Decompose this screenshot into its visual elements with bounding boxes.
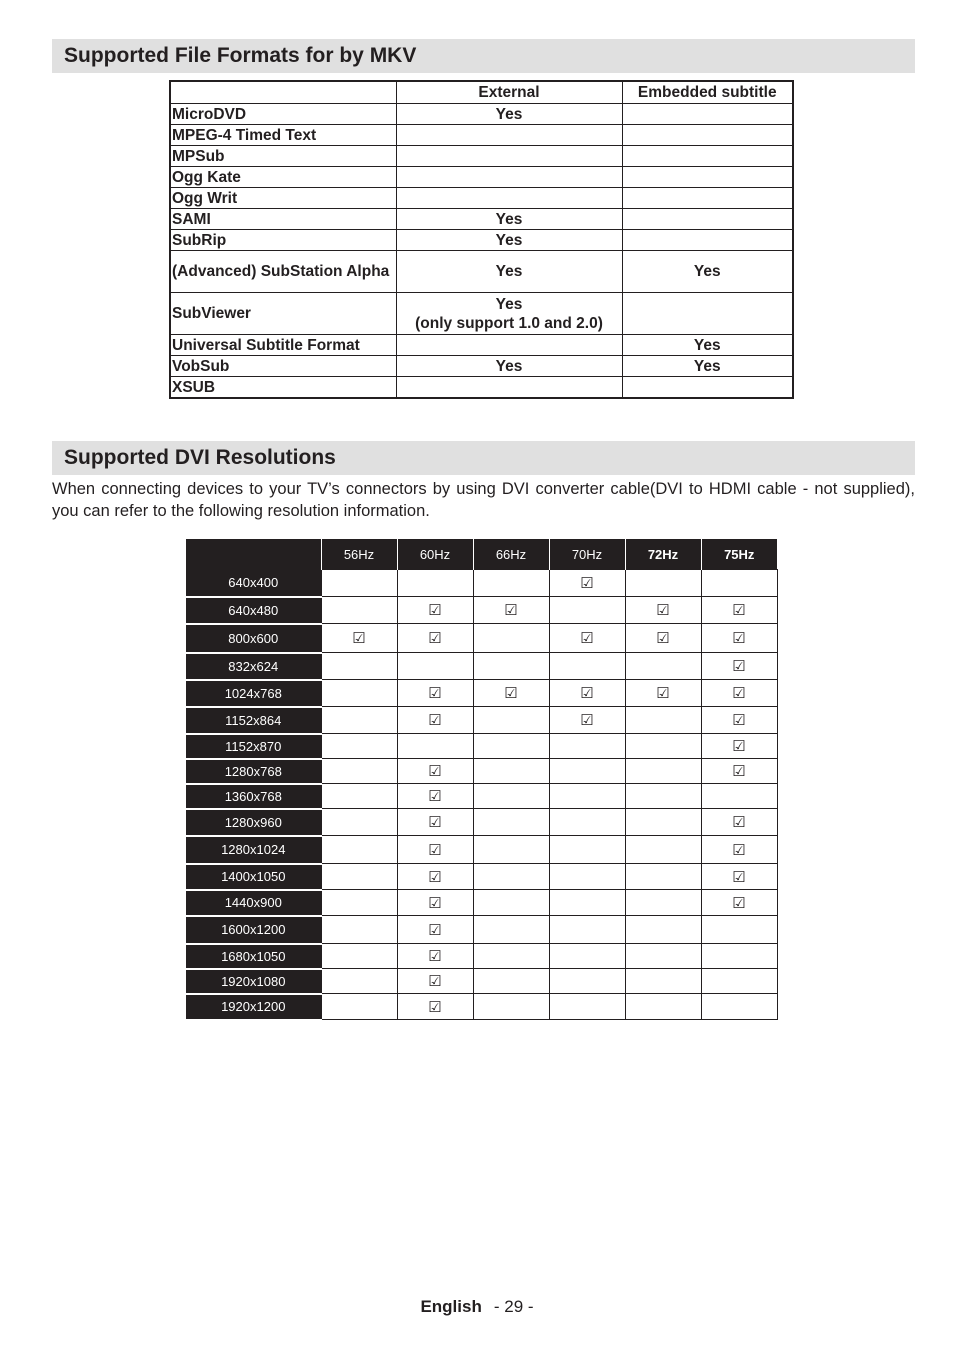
dvi-support-cell [321, 734, 397, 759]
dvi-support-cell [397, 570, 473, 597]
dvi-support-cell [397, 680, 473, 707]
dvi-support-cell [701, 864, 777, 890]
dvi-support-cell [397, 759, 473, 784]
dvi-support-cell [701, 680, 777, 707]
dvi-support-cell [397, 994, 473, 1020]
dvi-support-cell [549, 653, 625, 680]
mkv-embedded-value [622, 146, 793, 167]
dvi-support-cell [625, 916, 701, 944]
mkv-format-name: MicroDVD [170, 104, 396, 125]
dvi-support-cell [549, 784, 625, 809]
mkv-embedded-value: Yes [622, 251, 793, 293]
dvi-support-cell [625, 969, 701, 994]
dvi-support-cell [473, 864, 549, 890]
dvi-support-cell [321, 969, 397, 994]
dvi-support-cell [549, 836, 625, 864]
checkbox-checked-icon: ☑ [428, 788, 442, 805]
dvi-table-row [186, 759, 777, 784]
mkv-external-cell [396, 251, 622, 293]
dvi-support-cell [397, 916, 473, 944]
dvi-support-cell [549, 707, 625, 734]
page-footer [0, 1297, 954, 1317]
dvi-resolution-label: 1600x1200 [186, 916, 321, 944]
dvi-support-cell [625, 890, 701, 916]
section-title-mkv: Supported File Formats for by MKV [52, 39, 915, 73]
dvi-resolution-label: 832x624 [186, 653, 321, 680]
dvi-support-cell [625, 836, 701, 864]
dvi-resolution-label: 640x480 [186, 597, 321, 624]
checkbox-checked-icon: ☑ [428, 602, 442, 619]
mkv-external-value: Yes [495, 105, 523, 123]
dvi-support-cell [625, 944, 701, 969]
dvi-support-cell [625, 809, 701, 836]
mkv-table-row [170, 188, 793, 209]
mkv-external-value: Yes [495, 357, 523, 375]
dvi-support-cell [625, 734, 701, 759]
checkbox-checked-icon: ☑ [580, 685, 594, 702]
checkbox-checked-icon: ☑ [732, 738, 746, 755]
mkv-header-row [170, 81, 793, 104]
dvi-header-60hz: 60Hz [397, 539, 473, 570]
mkv-external-cell [396, 188, 622, 209]
dvi-support-cell [701, 836, 777, 864]
checkbox-checked-icon: ☑ [428, 712, 442, 729]
checkbox-checked-icon: ☑ [580, 630, 594, 647]
dvi-support-cell [549, 890, 625, 916]
dvi-support-cell [625, 570, 701, 597]
mkv-format-name: SubRip [170, 230, 396, 251]
checkbox-checked-icon: ☑ [428, 973, 442, 990]
dvi-support-cell [473, 707, 549, 734]
dvi-support-cell [321, 570, 397, 597]
mkv-header-embedded: Embedded subtitle [622, 81, 793, 104]
dvi-support-cell [701, 759, 777, 784]
dvi-support-cell [549, 916, 625, 944]
dvi-support-cell [625, 759, 701, 784]
dvi-header-56hz: 56Hz [321, 539, 397, 570]
dvi-table-row [186, 809, 777, 836]
dvi-header-72hz: 72Hz [625, 539, 701, 570]
mkv-external-cell [396, 104, 622, 125]
dvi-resolution-label: 1920x1080 [186, 969, 321, 994]
dvi-support-cell [549, 809, 625, 836]
checkbox-checked-icon: ☑ [732, 814, 746, 831]
dvi-support-cell [397, 624, 473, 653]
mkv-embedded-value [622, 125, 793, 146]
dvi-table-row [186, 707, 777, 734]
dvi-table-row [186, 784, 777, 809]
dvi-support-cell [397, 809, 473, 836]
dvi-table-row [186, 653, 777, 680]
dvi-support-cell [625, 597, 701, 624]
dvi-table-row [186, 680, 777, 707]
mkv-table-row [170, 167, 793, 188]
mkv-external-cell [396, 230, 622, 251]
dvi-support-cell [549, 597, 625, 624]
dvi-support-cell [397, 784, 473, 809]
mkv-external-cell [396, 209, 622, 230]
checkbox-checked-icon: ☑ [428, 868, 442, 886]
dvi-support-cell [473, 809, 549, 836]
page-number: - 29 - [493, 1297, 534, 1316]
dvi-resolution-label: 1152x864 [186, 707, 321, 734]
dvi-support-cell [473, 916, 549, 944]
checkbox-checked-icon: ☑ [732, 685, 746, 702]
dvi-table-row [186, 944, 777, 969]
dvi-table-row [186, 994, 777, 1020]
checkbox-checked-icon: ☑ [428, 841, 442, 859]
mkv-embedded-value [622, 167, 793, 188]
dvi-support-cell [321, 707, 397, 734]
checkbox-checked-icon: ☑ [656, 685, 670, 702]
dvi-support-cell [321, 624, 397, 653]
dvi-support-cell [397, 653, 473, 680]
dvi-support-cell [701, 597, 777, 624]
checkbox-checked-icon: ☑ [732, 894, 746, 912]
dvi-support-cell [397, 836, 473, 864]
dvi-support-cell [549, 944, 625, 969]
mkv-table-row [170, 230, 793, 251]
dvi-header-corner [186, 539, 321, 570]
mkv-format-name: XSUB [170, 377, 396, 399]
dvi-support-cell [321, 784, 397, 809]
dvi-support-cell [701, 890, 777, 916]
dvi-support-cell [549, 624, 625, 653]
dvi-support-cell [701, 624, 777, 653]
dvi-support-cell [701, 653, 777, 680]
mkv-table-row [170, 125, 793, 146]
mkv-header-external: External [396, 81, 622, 104]
mkv-external-cell [396, 146, 622, 167]
dvi-support-cell [321, 809, 397, 836]
checkbox-checked-icon: ☑ [428, 630, 442, 647]
mkv-embedded-value [622, 104, 793, 125]
dvi-support-cell [397, 944, 473, 969]
checkbox-checked-icon: ☑ [504, 685, 518, 702]
dvi-support-cell [473, 784, 549, 809]
mkv-external-cell [396, 293, 622, 335]
dvi-table-row [186, 916, 777, 944]
dvi-support-cell [625, 994, 701, 1020]
dvi-support-cell [549, 734, 625, 759]
dvi-support-cell [473, 944, 549, 969]
dvi-support-cell [549, 680, 625, 707]
mkv-format-name: MPSub [170, 146, 396, 167]
dvi-resolution-label: 1360x768 [186, 784, 321, 809]
dvi-support-cell [473, 653, 549, 680]
dvi-support-cell [473, 759, 549, 784]
mkv-embedded-value [622, 377, 793, 399]
dvi-support-cell [321, 890, 397, 916]
footer-language: English [420, 1297, 482, 1316]
mkv-external-cell [396, 125, 622, 146]
dvi-support-cell [397, 864, 473, 890]
dvi-support-cell [321, 597, 397, 624]
mkv-external-cell [396, 356, 622, 377]
dvi-support-cell [321, 653, 397, 680]
dvi-table-row [186, 890, 777, 916]
dvi-table-row [186, 570, 777, 597]
dvi-support-cell [549, 759, 625, 784]
mkv-external-cell [396, 335, 622, 356]
dvi-table-row [186, 624, 777, 653]
mkv-embedded-value [622, 188, 793, 209]
dvi-support-cell [549, 570, 625, 597]
section-title-dvi: Supported DVI Resolutions [52, 441, 915, 475]
dvi-support-cell [321, 994, 397, 1020]
dvi-resolution-label: 1400x1050 [186, 864, 321, 890]
dvi-table-row [186, 969, 777, 994]
checkbox-checked-icon: ☑ [732, 658, 746, 675]
dvi-support-cell [321, 836, 397, 864]
dvi-support-cell [701, 916, 777, 944]
dvi-support-cell [549, 969, 625, 994]
dvi-support-cell [625, 653, 701, 680]
checkbox-checked-icon: ☑ [656, 630, 670, 647]
dvi-support-cell [701, 734, 777, 759]
dvi-support-cell [397, 890, 473, 916]
mkv-external-value: Yes [495, 210, 523, 228]
mkv-format-name: VobSub [170, 356, 396, 377]
dvi-support-cell [321, 916, 397, 944]
mkv-embedded-value [622, 293, 793, 335]
dvi-support-cell [321, 680, 397, 707]
dvi-header-70hz: 70Hz [549, 539, 625, 570]
mkv-embedded-value: Yes [622, 356, 793, 377]
checkbox-checked-icon: ☑ [732, 841, 746, 859]
dvi-intro-text: When connecting devices to your TV’s connectors by using DVI converter cable(DVI to HDMI cable - not supplied), you can refer to the following resolution information. [52, 480, 915, 520]
dvi-support-cell [321, 759, 397, 784]
mkv-table-row [170, 377, 793, 399]
mkv-external-note: (only support 1.0 and 2.0) [415, 314, 603, 332]
checkbox-checked-icon: ☑ [428, 948, 442, 965]
dvi-support-cell [549, 864, 625, 890]
dvi-support-cell [397, 734, 473, 759]
dvi-resolution-label: 1280x1024 [186, 836, 321, 864]
checkbox-checked-icon: ☑ [732, 712, 746, 729]
checkbox-checked-icon: ☑ [504, 602, 518, 619]
mkv-external-value: Yes [495, 231, 523, 249]
mkv-embedded-value: Yes [622, 335, 793, 356]
dvi-resolution-label: 1440x900 [186, 890, 321, 916]
mkv-format-name: SAMI [170, 209, 396, 230]
dvi-support-cell [701, 969, 777, 994]
dvi-table-row [186, 597, 777, 624]
mkv-table-row [170, 104, 793, 125]
checkbox-checked-icon: ☑ [428, 685, 442, 702]
dvi-table-row [186, 864, 777, 890]
mkv-format-name: Universal Subtitle Format [170, 335, 396, 356]
dvi-support-cell [701, 570, 777, 597]
dvi-support-cell [625, 624, 701, 653]
checkbox-checked-icon: ☑ [428, 998, 442, 1016]
mkv-subtitle-table [169, 80, 794, 399]
dvi-support-cell [473, 624, 549, 653]
dvi-resolution-label: 1280x768 [186, 759, 321, 784]
dvi-support-cell [549, 994, 625, 1020]
dvi-support-cell [321, 864, 397, 890]
checkbox-checked-icon: ☑ [428, 894, 442, 912]
dvi-support-cell [397, 969, 473, 994]
dvi-support-cell [321, 944, 397, 969]
dvi-support-cell [473, 734, 549, 759]
mkv-table-row [170, 293, 793, 335]
dvi-resolution-label: 640x400 [186, 570, 321, 597]
mkv-format-name: (Advanced) SubStation Alpha [170, 251, 396, 293]
dvi-header-75hz: 75Hz [701, 539, 777, 570]
mkv-format-name: Ogg Kate [170, 167, 396, 188]
dvi-support-cell [473, 836, 549, 864]
dvi-support-cell [701, 707, 777, 734]
dvi-support-cell [701, 994, 777, 1020]
dvi-support-cell [397, 707, 473, 734]
dvi-resolution-table [186, 539, 778, 1021]
checkbox-checked-icon: ☑ [580, 712, 594, 729]
dvi-resolution-label: 1680x1050 [186, 944, 321, 969]
mkv-embedded-value [622, 230, 793, 251]
mkv-external-value: Yes [495, 295, 523, 313]
dvi-resolution-label: 1024x768 [186, 680, 321, 707]
dvi-resolution-label: 1280x960 [186, 809, 321, 836]
dvi-support-cell [473, 570, 549, 597]
mkv-table-row [170, 209, 793, 230]
mkv-table-row [170, 335, 793, 356]
mkv-table-row [170, 251, 793, 293]
dvi-support-cell [625, 707, 701, 734]
dvi-resolution-label: 1920x1200 [186, 994, 321, 1020]
dvi-support-cell [473, 597, 549, 624]
dvi-header-row [186, 539, 777, 570]
dvi-resolution-label: 800x600 [186, 624, 321, 653]
dvi-table-row [186, 734, 777, 759]
checkbox-checked-icon: ☑ [580, 575, 594, 592]
dvi-support-cell [625, 864, 701, 890]
dvi-support-cell [473, 969, 549, 994]
dvi-support-cell [625, 784, 701, 809]
dvi-table-row [186, 836, 777, 864]
checkbox-checked-icon: ☑ [732, 630, 746, 647]
dvi-support-cell [701, 784, 777, 809]
dvi-header-66hz: 66Hz [473, 539, 549, 570]
checkbox-checked-icon: ☑ [428, 921, 442, 939]
dvi-support-cell [473, 890, 549, 916]
dvi-support-cell [397, 597, 473, 624]
dvi-resolution-label: 1152x870 [186, 734, 321, 759]
dvi-support-cell [701, 944, 777, 969]
mkv-table-row [170, 356, 793, 377]
mkv-external-cell [396, 377, 622, 399]
dvi-support-cell [473, 680, 549, 707]
mkv-external-cell [396, 167, 622, 188]
mkv-table-row [170, 146, 793, 167]
checkbox-checked-icon: ☑ [428, 763, 442, 780]
mkv-embedded-value [622, 209, 793, 230]
checkbox-checked-icon: ☑ [732, 602, 746, 619]
mkv-format-name: SubViewer [170, 293, 396, 335]
checkbox-checked-icon: ☑ [352, 630, 366, 647]
mkv-format-name: MPEG-4 Timed Text [170, 125, 396, 146]
dvi-support-cell [701, 809, 777, 836]
dvi-support-cell [473, 994, 549, 1020]
mkv-format-name: Ogg Writ [170, 188, 396, 209]
mkv-header-format [170, 81, 396, 104]
dvi-support-cell [625, 680, 701, 707]
checkbox-checked-icon: ☑ [732, 868, 746, 886]
checkbox-checked-icon: ☑ [656, 602, 670, 619]
mkv-external-value: Yes [495, 263, 523, 280]
checkbox-checked-icon: ☑ [428, 814, 442, 831]
checkbox-checked-icon: ☑ [732, 763, 746, 780]
